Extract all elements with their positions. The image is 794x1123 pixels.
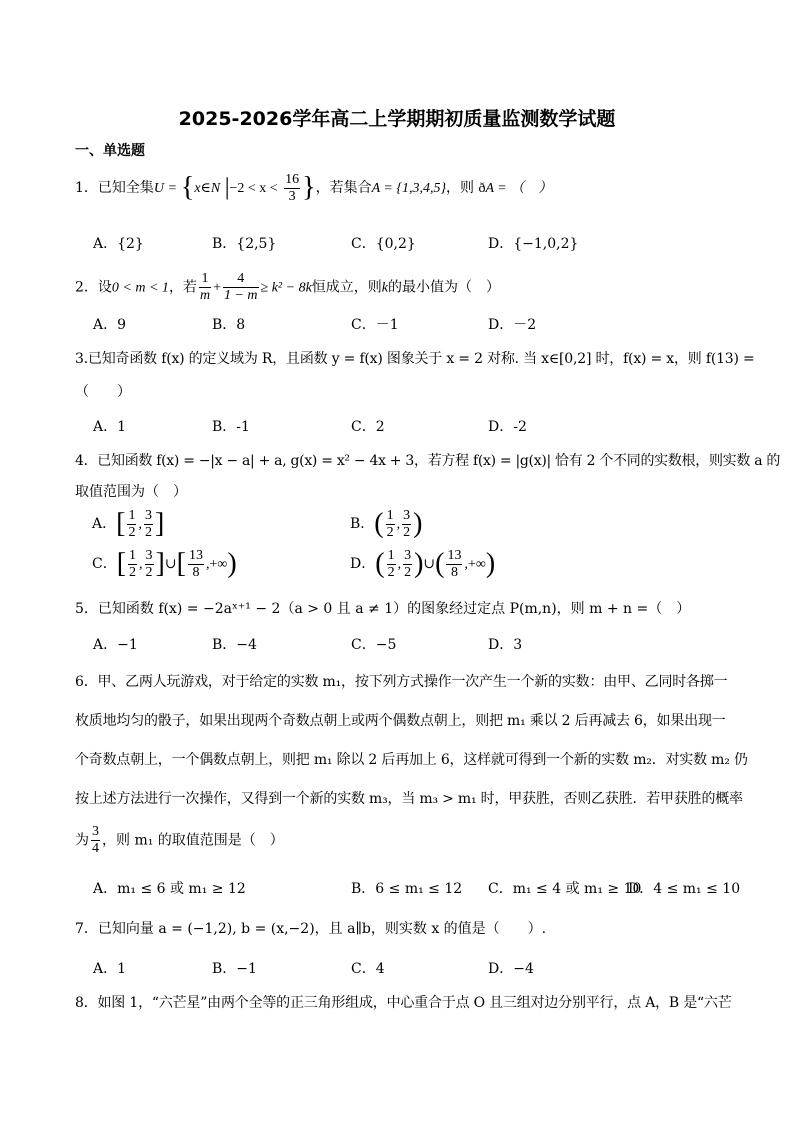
q1-complement-a: A = （ ） <box>485 181 553 196</box>
q6-probability: $\frac{3}{4}$ <box>92 824 99 856</box>
q2-inequality: ≥ k² − 8k <box>260 280 312 296</box>
question-6-line-3: 个奇数点朝上，一个偶数点朝上，则把 m₁ 除以 2 后再加上 6，这样就可得到一个新的实数 m₂．对实数 m₂ 仍 <box>75 752 748 768</box>
question-5: 5．已知函数 f(x) = −2aˣ⁺¹ − 2（a > 0 且 a ≠ 1）的图象经过定点 P(m,n)，则 m + n =（ ） <box>75 601 691 617</box>
q1-set-condition: −2 < x < <box>229 181 278 196</box>
q7-option-d: D．−4 <box>488 961 534 977</box>
q7-option-a: A．1 <box>93 961 127 977</box>
q2-option-c: C．－1 <box>351 317 399 333</box>
q2-option-b: B．8 <box>212 317 246 333</box>
question-6-line-5: 为 $\frac{3}{4}$ ，则 m₁ 的取值范围是（ ） <box>75 824 284 856</box>
q3-option-d: D．-2 <box>488 419 527 435</box>
q1-option-c: C．{0,2} <box>351 236 416 252</box>
q1-set-a: A = {1,3,4,5} <box>371 181 447 196</box>
q5-option-d: D．3 <box>488 637 523 653</box>
q4-option-a: A．[ $\frac{1}{2}$ , $\frac{3}{2}$ ] <box>92 507 165 540</box>
q1-complement: ð <box>478 181 486 196</box>
question-7: 7．已知向量 a = (−1,2), b = (x,−2)，且 a∥b，则实数 x 的值是（ ）. <box>75 921 547 937</box>
q1-option-a: A．{2} <box>93 236 144 252</box>
q6-option-b: B．6 ≤ m₁ ≤ 12 <box>351 881 463 897</box>
q3-option-c: C．2 <box>351 419 385 435</box>
question-3-cont: （ ） <box>75 384 131 400</box>
question-2: 2．设0 < m < 1，若 $\frac{1}{m}$ + $\frac{4}{1 - m}$ ≥ k² − 8k恒成立，则k的最小值为（ ） <box>75 271 501 303</box>
q6-option-c: C．m₁ ≤ 4 或 m₁ ≥ 10 <box>488 881 642 897</box>
q4-option-d: D．( $\frac{1}{2}$ , $\frac{3}{2}$ )∪( $\frac{13}{8}$ ,+∞) <box>350 547 496 580</box>
q1-set-element: x∈N <box>194 181 221 196</box>
page-title: 2025-2026学年高二上学期期初质量监测数学试题 <box>178 108 616 130</box>
q4-option-b: B．( $\frac{1}{2}$ , $\frac{3}{2}$ ) <box>350 507 423 540</box>
q5-option-c: C．−5 <box>351 637 397 653</box>
q1-mid: ，若集合 <box>315 180 372 196</box>
q1-option-b: B．{2,5} <box>212 236 277 252</box>
q1-post: ，则 <box>446 180 479 196</box>
q2-condition: 0 < m < 1 <box>111 280 169 296</box>
q4-option-c: C．[ $\frac{1}{2}$ , $\frac{3}{2}$ ]∪[ $\frac{13}{8}$ ,+∞) <box>92 547 237 580</box>
q3-option-b: B．-1 <box>212 419 250 435</box>
q6-option-d: D．4 ≤ m₁ ≤ 10 <box>628 881 741 897</box>
question-6-line-2: 枚质地均匀的骰子，如果出现两个奇数点朝上或两个偶数点朝上，则把 m₁ 乘以 2 后再减去 6，如果出现一 <box>75 713 726 729</box>
q3-option-a: A．1 <box>93 419 127 435</box>
question-1: 1．已知全集U = {x∈N |−2 < x < $\frac{16}{3}$ }，若集合A = {1,3,4,5}，则 ðA = （ ） <box>75 171 553 204</box>
section-heading: 一、单选题 <box>75 143 145 159</box>
q7-option-c: C．4 <box>351 961 385 977</box>
q2-fraction-1: $\frac{1}{m}$ <box>199 271 211 303</box>
q6-option-a: A．m₁ ≤ 6 或 m₁ ≥ 12 <box>93 881 246 897</box>
q1-option-d: D．{−1,0,2} <box>488 236 579 252</box>
question-6-line-1: 6．甲、乙两人玩游戏，对于给定的实数 m₁，按下列方式操作一次产生一个新的实数：由甲、乙同时各掷一 <box>75 674 728 690</box>
q5-option-b: B．−4 <box>212 637 257 653</box>
question-8: 8．如图 1，“六芒星”由两个全等的正三角形组成，中心重合于点 O 且三组对边分别平行，点 A，B 是“六芒 <box>75 995 732 1011</box>
q1-prefix: 1．已知全集 <box>75 180 154 196</box>
q5-option-a: A．−1 <box>93 637 138 653</box>
q2-fraction-2: $\frac{4}{1 - m}$ <box>223 271 258 303</box>
question-6-line-4: 按上述方法进行一次操作，又得到一个新的实数 m₃，当 m₃ > m₁ 时，甲获胜，否则乙获胜．若甲获胜的概率 <box>75 791 743 807</box>
question-4: 4．已知函数 f(x) = −|x − a| + a, g(x) = x² − 4x + 3，若方程 f(x) = |g(x)| 恰有 2 个不同的实数根，则实数 a 的 <box>75 453 781 469</box>
q1-fraction: $\frac{16}{3}$ <box>285 171 300 204</box>
q2-option-a: A．9 <box>93 317 127 333</box>
question-4-cont: 取值范围为（ ） <box>75 484 187 500</box>
q1-universal-set: U <box>153 181 165 196</box>
q7-option-b: B．−1 <box>212 961 257 977</box>
question-3: 3.已知奇函数 f(x) 的定义域为 R，且函数 y = f(x) 图象关于 x = 2 对称. 当 x∈[0,2] 时，f(x) = x，则 f(13) = <box>75 351 755 367</box>
q2-option-d: D．－2 <box>488 317 537 333</box>
